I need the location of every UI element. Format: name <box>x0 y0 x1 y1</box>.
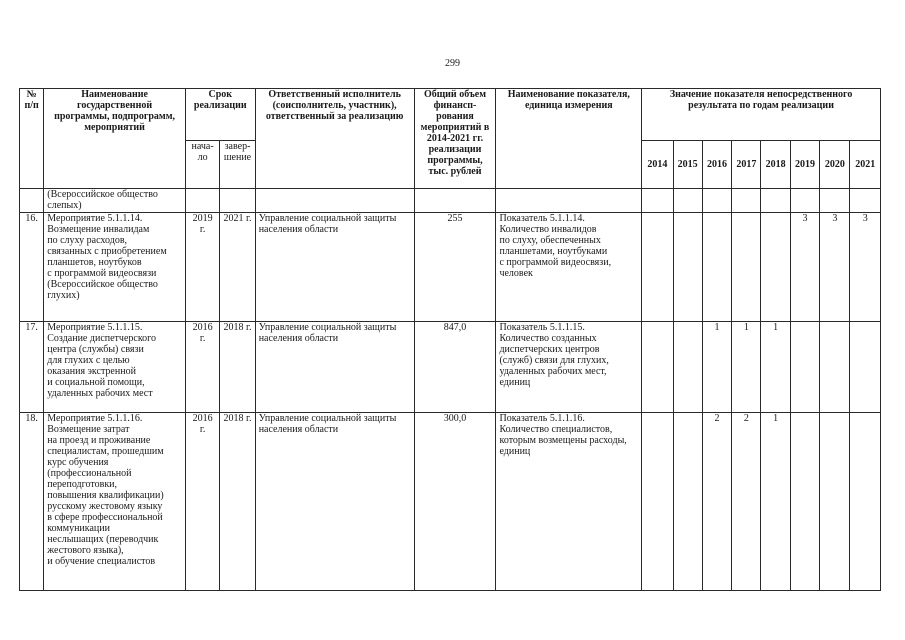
header-year: 2021 <box>850 141 881 189</box>
row-value <box>790 322 819 413</box>
header-year: 2016 <box>702 141 731 189</box>
row-value <box>702 213 731 322</box>
row-value <box>642 213 673 322</box>
row-end: 2018 г. <box>220 413 255 591</box>
table-row <box>20 322 881 413</box>
table-row <box>20 413 881 591</box>
header-year: 2015 <box>673 141 702 189</box>
row-value <box>673 213 702 322</box>
row-value: 2 <box>702 413 731 591</box>
header-year: 2017 <box>732 141 761 189</box>
header-indicator: Наименование показателя, единица измерения <box>496 89 642 189</box>
row-value <box>850 322 881 413</box>
row-volume: 300,0 <box>414 413 496 591</box>
page-number: 299 <box>445 58 460 69</box>
row-name: Мероприятие 5.1.1.14. Возмещение инвалидам по слуху расходов, связанных с приобретением планшетов, ноутбуков с программой видеосвязи (Всероссийское общество глухих) <box>44 213 186 322</box>
header-name: Наименование государственной программы, подпрограмм, мероприятий <box>44 89 186 189</box>
header-year: 2018 <box>761 141 790 189</box>
row-indicator: Показатель 5.1.1.14. Количество инвалидов по слуху, обеспеченных планшетами, ноутбуками с программой видеосвязи, человек <box>496 213 642 322</box>
row-value: 2 <box>732 413 761 591</box>
row-value: 1 <box>761 322 790 413</box>
row-num: 17. <box>20 322 44 413</box>
row-value: 3 <box>790 213 819 322</box>
row-value: 1 <box>761 413 790 591</box>
row-executor: Управление социальной защиты населения области <box>255 322 414 413</box>
row-indicator: Показатель 5.1.1.16. Количество специалистов, которым возмещены расходы, единиц <box>496 413 642 591</box>
row-indicator: Показатель 5.1.1.15. Количество созданных диспетчерских центров (служб) связи для глухих, удаленных рабочих мест, единиц <box>496 322 642 413</box>
table-row <box>20 213 881 322</box>
row-executor: Управление социальной защиты населения области <box>255 213 414 322</box>
row-value <box>642 413 673 591</box>
row-num: 18. <box>20 413 44 591</box>
row-value <box>790 413 819 591</box>
row-name: Мероприятие 5.1.1.16. Возмещение затрат на проезд и проживание специалистам, прошедшим курс обучения (профессиональной переподготовки, повышения квалификации) русскому жестовому языку в сфере профессиональной коммуникации неслышащих (переводчик жестового языка), и обучение специалистов <box>44 413 186 591</box>
row-value: 1 <box>702 322 731 413</box>
header-year: 2020 <box>820 141 850 189</box>
program-table <box>19 88 881 591</box>
row-start: 2016 г. <box>185 413 219 591</box>
row-value <box>642 322 673 413</box>
header-year: 2019 <box>790 141 819 189</box>
carry-row <box>20 189 881 213</box>
row-value <box>761 213 790 322</box>
row-name: Мероприятие 5.1.1.15. Создание диспетчерского центра (службы) связи для глухих с целью оказания экстренной и социальной помощи, удаленных рабочих мест <box>44 322 186 413</box>
header-term-start: нача- ло <box>185 141 219 189</box>
row-value <box>732 213 761 322</box>
row-value: 3 <box>820 213 850 322</box>
carry-name: (Всероссийское общество слепых) <box>44 189 186 213</box>
header-year: 2014 <box>642 141 673 189</box>
row-value <box>673 413 702 591</box>
header-values: Значение показателя непосредственного результата по годам реализации <box>642 89 881 141</box>
row-value <box>850 413 881 591</box>
row-end: 2021 г. <box>220 213 255 322</box>
row-value <box>673 322 702 413</box>
row-value: 3 <box>850 213 881 322</box>
row-start: 2016 г. <box>185 322 219 413</box>
row-value <box>820 413 850 591</box>
header-term: Срок реализации <box>185 89 255 141</box>
row-value <box>820 322 850 413</box>
header-term-end: завер- шение <box>220 141 255 189</box>
row-volume: 847,0 <box>414 322 496 413</box>
row-num: 16. <box>20 213 44 322</box>
row-value: 1 <box>732 322 761 413</box>
row-end: 2018 г. <box>220 322 255 413</box>
header-volume: Общий объем финансп- рования мероприятий в 2014-2021 гг. реализации программы, тыс. рублей <box>414 89 496 189</box>
row-start: 2019 г. <box>185 213 219 322</box>
header-executor: Ответственный исполнитель (соисполнитель, участник), ответственный за реализацию <box>255 89 414 189</box>
header-num: № п/п <box>20 89 44 189</box>
header-row-1 <box>20 89 881 141</box>
row-executor: Управление социальной защиты населения области <box>255 413 414 591</box>
row-volume: 255 <box>414 213 496 322</box>
